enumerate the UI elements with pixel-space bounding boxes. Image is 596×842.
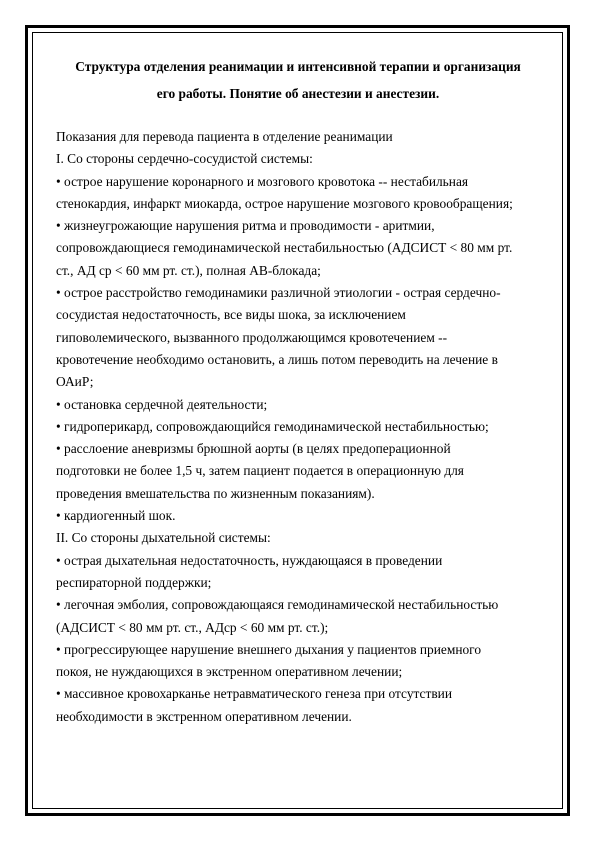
list-item-line: • остановка сердечной деятельности; bbox=[56, 396, 268, 412]
list-item-line: необходимости в экстренном оперативном лечении. bbox=[56, 708, 352, 724]
list-item-line: проведения вмешательства по жизненным показаниям). bbox=[56, 485, 375, 501]
list-item-line: респираторной поддержки; bbox=[56, 574, 212, 590]
section-heading: Показания для перевода пациента в отделение реанимации bbox=[56, 129, 393, 144]
list-item-line: стенокардия, инфаркт миокарда, острое нарушение мозгового кровообращения; bbox=[56, 195, 513, 211]
list-item-line: • острое расстройство гемодинамики различной этиологии - острая сердечно- bbox=[56, 285, 501, 301]
title-line: его работы. Понятие об анестезии и анестезии. bbox=[156, 86, 440, 101]
list-item-line: • гидроперикард, сопровождающийся гемодинамической нестабильностью; bbox=[56, 418, 489, 434]
document-body bbox=[56, 126, 540, 728]
list-item-line: • острая дыхательная недостаточность, нуждающаяся в проведении bbox=[56, 552, 443, 568]
document-content bbox=[56, 53, 540, 728]
list-item-line: гиповолемического, вызванного продолжающимся кровотечением -- bbox=[56, 329, 448, 345]
list-item-line: сосудистая недостаточность, все виды шока, за исключением bbox=[56, 307, 406, 323]
subsection-heading: II. Со стороны дыхательной системы: bbox=[56, 530, 271, 546]
list-item-line: подготовки не более 1,5 ч, затем пациент подается в операционную для bbox=[56, 463, 464, 479]
document-title bbox=[56, 53, 540, 107]
title-line: Структура отделения реанимации и интенсивной терапии и организация bbox=[75, 59, 521, 74]
list-item-line: ст., АД ср < 60 мм рт. ст.), полная АВ-блокада; bbox=[56, 262, 321, 278]
list-item-line: сопровождающиеся гемодинамической нестабильностью (АДСИСТ < 80 мм рт. bbox=[56, 240, 513, 256]
list-item-line: (АДСИСТ < 80 мм рт. ст., АДср < 60 мм рт. ст.); bbox=[56, 619, 329, 635]
list-item-line: • прогрессирующее нарушение внешнего дыхания у пациентов приемного bbox=[56, 641, 482, 657]
list-item-line: ОАиР; bbox=[56, 374, 94, 390]
list-item-line: • жизнеугрожающие нарушения ритма и проводимости - аритмии, bbox=[56, 218, 435, 234]
list-item-line: покоя, не нуждающихся в экстренном оперативном лечении; bbox=[56, 664, 403, 680]
list-item-line: • острое нарушение коронарного и мозгового кровотока -- нестабильная bbox=[56, 173, 469, 189]
list-item-line: • кардиогенный шок. bbox=[56, 508, 176, 524]
list-item-line: • легочная эмболия, сопровождающаяся гемодинамической нестабильностью bbox=[56, 597, 499, 613]
list-item-line: • массивное кровохарканье нетравматического генеза при отсутствии bbox=[56, 686, 452, 702]
subsection-heading: I. Со стороны сердечно-сосудистой системы: bbox=[56, 151, 313, 167]
list-item-line: кровотечение необходимо остановить, а лишь потом переводить на лечение в bbox=[56, 351, 498, 367]
list-item-line: • расслоение аневризмы брюшной аорты (в целях предоперационной bbox=[56, 441, 451, 457]
